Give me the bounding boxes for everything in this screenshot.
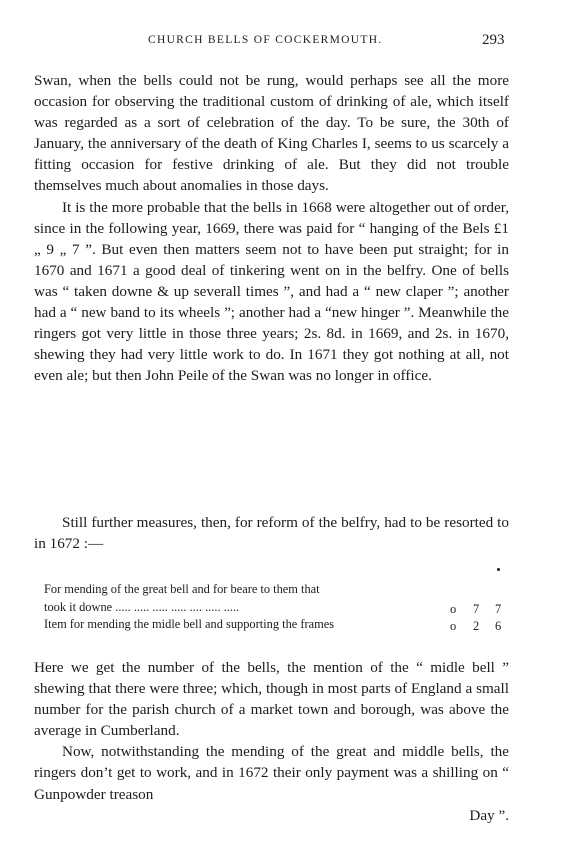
paragraph: Swan, when the bells could not be rung, would perhaps see all the more occasion for observing the traditional custom of drinking of ale, which itself was regarded as a sort of celebration of the day. To be sure, the 30th of January, the anniversary of the death of King Charles I, seems to us scarcely a fitting occasion for festive drinking of ale. But they did not trouble themselves much about anomalies in those days. xyxy=(34,72,509,195)
account-entries xyxy=(44,581,516,634)
amount-pounds: o xyxy=(450,619,457,633)
account-entry-text: For mending of the great bell and for beare to them that xyxy=(44,582,320,596)
amount-shillings: 2 xyxy=(473,619,480,633)
amount-pounds: o xyxy=(450,601,457,616)
account-entry-line xyxy=(44,581,516,599)
amount-pence: 6 xyxy=(495,619,502,633)
text-block-lower xyxy=(34,657,509,826)
paragraph-end-line: Day ”. xyxy=(469,806,509,824)
page-header xyxy=(0,34,567,52)
account-entry-line xyxy=(44,616,516,634)
account-entry-text: Item for mending the midle bell and supporting the frames xyxy=(44,617,335,631)
print-mark xyxy=(497,568,500,571)
paragraph: It is the more probable that the bells in 1668 were altogether out of order, since in the following year, 1669, there was paid for “ hanging of the Bels £1 „ 9 „ 7 ”. But even then matters seem not to have been put straight; for in 1670 and 1671 a good deal of tinkering went on in the belfry. One of bells was “ taken downe & up severall times ”, and had a “ new claper ”; another had a “ new band to its wheels ”; another had a “new hinger ”. Meanwhile the ringers got very little in those three years; 2s. 8d. in 1669, and 2s. in 1670, shewing they had very little work to do. In 1671 they got nothing at all, not even ale; but then John Peile of the Swan was no longer in office. xyxy=(34,198,509,385)
amount-shillings: 7 xyxy=(473,601,480,616)
paragraph: Here we get the number of the bells, the mention of the “ midle bell ” shewing that there were three; which, though in most parts of England a small number for the parish church of a market town and borough, was above the average in Cumberland. xyxy=(34,659,509,740)
account-entry-text: took it downe ..... ..... ..... ..... .... ..... ..... xyxy=(44,599,240,614)
account-entry-line xyxy=(44,599,516,617)
text-block-intro xyxy=(34,512,509,554)
paragraph: Now, notwithstanding the mending of the great and middle bells, the ringers don’t get to work, and in 1672 their only payment was a shilling on “ Gunpowder treason xyxy=(34,743,509,803)
page-number: 293 xyxy=(482,32,505,48)
paragraph: Still further measures, then, for reform of the belfry, had to be resorted to in 1672 :— xyxy=(34,514,509,553)
text-block-upper xyxy=(34,70,509,386)
running-title: CHURCH BELLS OF COCKERMOUTH. xyxy=(148,34,383,46)
amount-pence: 7 xyxy=(495,601,502,616)
